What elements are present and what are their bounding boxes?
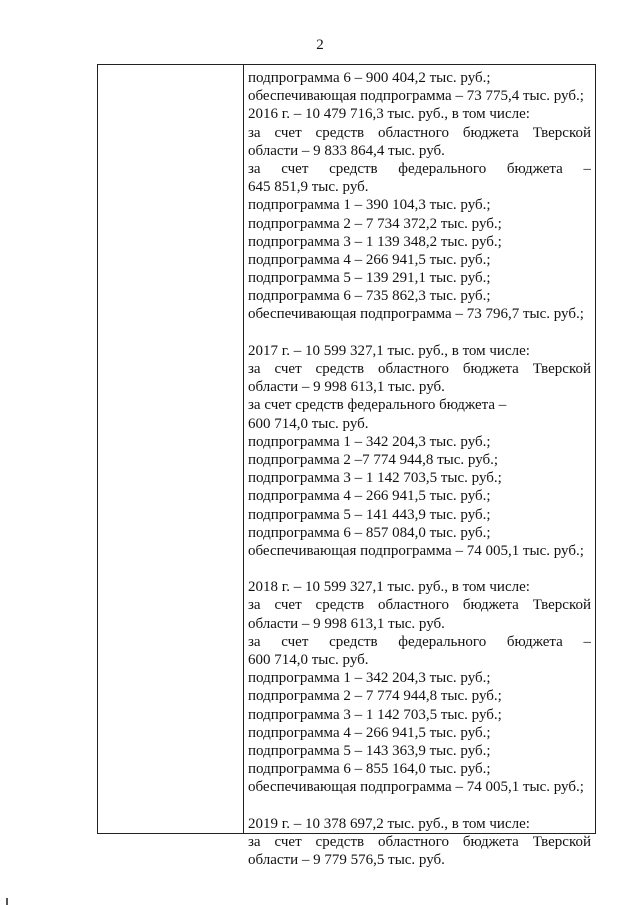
text-line: подпрограмма 3 – 1 142 703,5 тыс. руб.; — [248, 706, 502, 723]
text-line: подпрограмма 4 – 266 941,5 тыс. руб.; — [248, 488, 491, 505]
blank-line — [248, 324, 591, 342]
text-line: подпрограмма 4 – 266 941,5 тыс. руб.; — [248, 251, 491, 268]
text-line: 600 714,0 тыс. руб. — [248, 415, 369, 432]
text-line: подпрограмма 4 – 266 941,5 тыс. руб.; — [248, 724, 491, 741]
text-line: подпрограмма 2 – 7 734 372,2 тыс. руб.; — [248, 215, 502, 232]
text-line: подпрограмма 5 – 141 443,9 тыс. руб.; — [248, 506, 491, 523]
text-line: за счет средств федерального бюджета – — [248, 633, 591, 650]
text-line: подпрограмма 5 – 143 363,9 тыс. руб.; — [248, 742, 491, 759]
text-line: 645 851,9 тыс. руб. — [248, 179, 369, 196]
text-line: подпрограмма 1 – 390 104,3 тыс. руб.; — [248, 197, 491, 214]
table-left-column — [98, 65, 244, 833]
text-line: подпрограмма 1 – 342 204,3 тыс. руб.; — [248, 670, 491, 687]
text-line: области – 9 779 576,5 тыс. руб. — [248, 852, 445, 869]
blank-line — [248, 797, 591, 815]
financing-table — [97, 64, 596, 869]
text-line: области – 9 998 613,1 тыс. руб. — [248, 615, 445, 632]
text-line: подпрограмма 5 – 139 291,1 тыс. руб.; — [248, 270, 491, 287]
text-line: подпрограмма 6 – 900 404,2 тыс. руб.; — [248, 70, 491, 86]
table-right-column — [244, 65, 595, 869]
text-line: 600 714,0 тыс. руб. — [248, 652, 369, 668]
text-line: подпрограмма 6 – 855 164,0 тыс. руб.; — [248, 761, 491, 778]
blank-line — [248, 560, 591, 578]
text-line: подпрограмма 3 – 1 139 348,2 тыс. руб.; — [248, 233, 502, 250]
text-line: области – 9 833 864,4 тыс. руб. — [248, 142, 445, 159]
text-line: за счет средств областного бюджета Тверской — [248, 361, 591, 377]
text-line: обеспечивающая подпрограмма – 73 775,4 тыс. руб.; — [248, 88, 584, 105]
text-line: за счет средств областного бюджета Тверской — [248, 597, 591, 614]
text-line: за счет средств областного бюджета Тверской — [248, 833, 591, 850]
text-line: обеспечивающая подпрограмма – 74 005,1 тыс. руб.; — [248, 779, 584, 796]
text-line: за счет средств федерального бюджета – — [248, 160, 591, 177]
text-line: подпрограмма 2 –7 774 944,8 тыс. руб.; — [248, 451, 499, 468]
text-line: обеспечивающая подпрограмма – 73 796,7 тыс. руб.; — [248, 306, 584, 323]
text-line: подпрограмма 6 – 735 862,3 тыс. руб.; — [248, 288, 491, 305]
text-line: 2019 г. – 10 378 697,2 тыс. руб., в том числе: — [248, 815, 530, 832]
text-line: обеспечивающая подпрограмма – 74 005,1 тыс. руб.; — [248, 542, 584, 559]
scan-edge-mark — [6, 898, 8, 905]
text-line: 2016 г. – 10 479 716,3 тыс. руб., в том числе: — [248, 106, 530, 123]
text-line: за счет средств областного бюджета Тверской — [248, 124, 591, 141]
text-line: 2017 г. – 10 599 327,1 тыс. руб., в том числе: — [248, 342, 530, 359]
text-line: 2018 г. – 10 599 327,1 тыс. руб., в том числе: — [248, 579, 530, 596]
text-line: области – 9 998 613,1 тыс. руб. — [248, 379, 445, 396]
text-line: подпрограмма 2 – 7 774 944,8 тыс. руб.; — [248, 688, 502, 705]
page-number: 2 — [316, 37, 324, 53]
text-line: подпрограмма 3 – 1 142 703,5 тыс. руб.; — [248, 470, 502, 487]
text-line: подпрограмма 6 – 857 084,0 тыс. руб.; — [248, 524, 491, 541]
text-line: подпрограмма 1 – 342 204,3 тыс. руб.; — [248, 433, 491, 450]
text-line: за счет средств федерального бюджета – — [248, 397, 507, 414]
